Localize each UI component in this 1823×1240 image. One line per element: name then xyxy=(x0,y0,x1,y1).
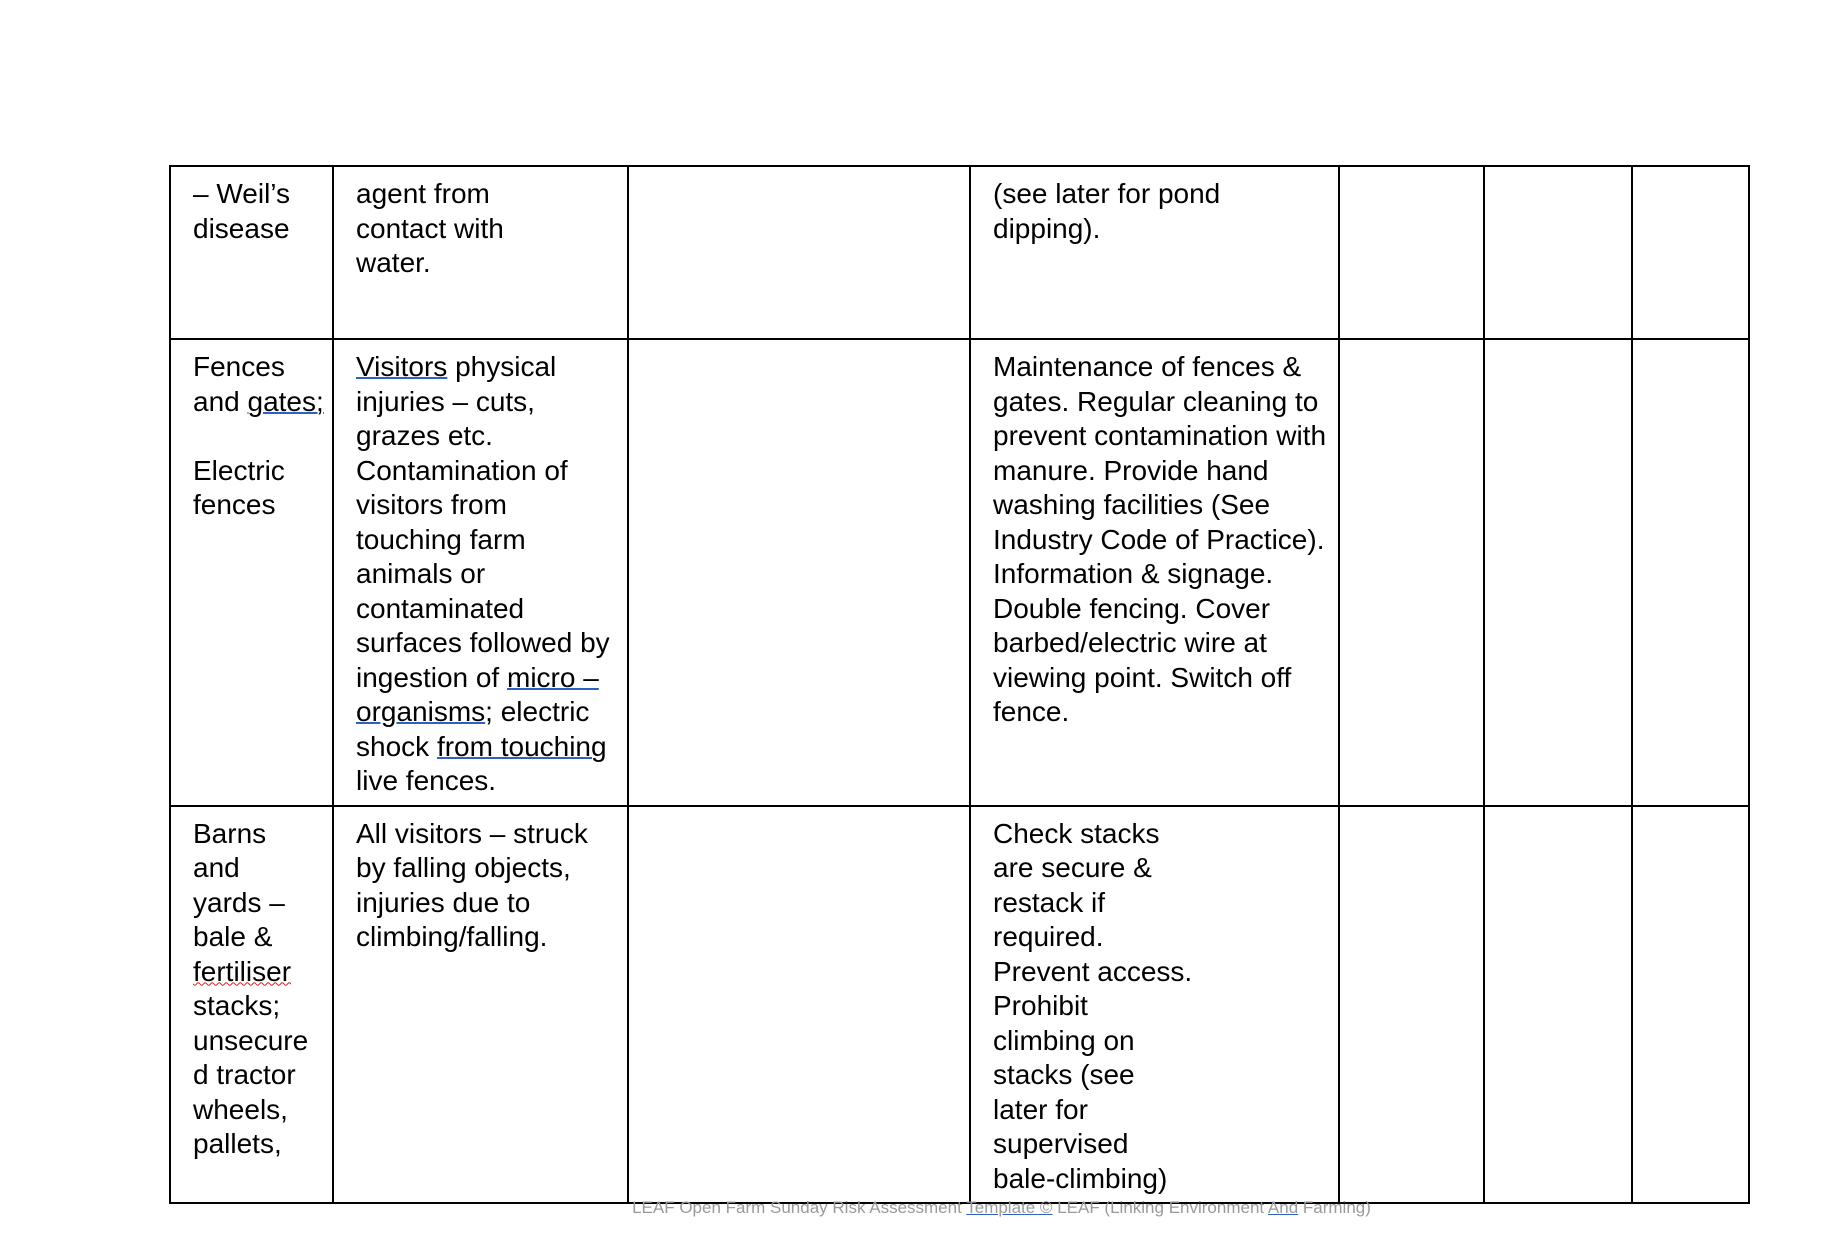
controls-line: restack if xyxy=(993,886,1106,918)
controls-line: viewing point. Switch off xyxy=(993,661,1292,693)
risk-line: animals or xyxy=(356,558,486,589)
empty-cell xyxy=(628,806,970,1204)
empty-cell xyxy=(1484,339,1632,806)
controls-line: Double fencing. Cover xyxy=(993,592,1271,624)
controls-line: gates. Regular cleaning to xyxy=(993,385,1319,417)
footer-flagged-text: And xyxy=(1267,1198,1299,1217)
grammar-flagged-text: organisms xyxy=(356,696,486,727)
controls-line: manure. Provide hand xyxy=(993,454,1269,486)
risk-line: live fences. xyxy=(356,765,497,796)
empty-cell xyxy=(1632,166,1749,339)
grammar-flagged-text: from touching xyxy=(436,730,607,762)
risk-line: contaminated xyxy=(356,592,525,624)
empty-cell xyxy=(628,166,970,339)
hazard-line: pallets, xyxy=(193,1128,282,1159)
hazard-cell xyxy=(170,166,333,339)
empty-cell xyxy=(1484,806,1632,1204)
risk-line: climbing/falling. xyxy=(356,921,548,952)
controls-line: barbed/electric wire at xyxy=(993,627,1267,658)
risk-line: water. xyxy=(356,247,431,278)
table-row xyxy=(170,339,1749,806)
footer-text: LEAF (Linking Environment xyxy=(1052,1198,1268,1217)
risk-line: injuries due to xyxy=(356,886,531,918)
risk-line: visitors from xyxy=(356,489,507,520)
hazard-line: Electric xyxy=(193,454,285,486)
spelling-flagged-text: fertiliser xyxy=(193,955,292,987)
risk-line: All visitors – struck xyxy=(356,817,588,849)
hazard-line: disease xyxy=(193,212,290,244)
hazard-line: Fences xyxy=(193,351,285,382)
table-row xyxy=(170,166,1749,339)
risk-line: contact with xyxy=(356,212,504,244)
risk-text: ; electric xyxy=(485,696,590,727)
empty-cell xyxy=(1632,339,1749,806)
hazard-cell xyxy=(170,339,333,806)
risk-cell xyxy=(333,806,628,1204)
footer-text: Farming) xyxy=(1298,1198,1371,1217)
controls-line: (see later for pond xyxy=(993,178,1221,209)
controls-line: later for xyxy=(993,1093,1088,1125)
risk-line: Contamination of xyxy=(356,454,568,486)
hazard-line: wheels, xyxy=(193,1093,288,1125)
risk-line: touching farm xyxy=(356,523,526,555)
risk-line xyxy=(356,661,619,696)
controls-line: bale-climbing) xyxy=(993,1162,1168,1194)
risk-text: physical xyxy=(447,351,557,382)
hazard-cell xyxy=(170,806,333,1204)
risk-line: agent from xyxy=(356,178,490,209)
controls-line: Maintenance of fences & xyxy=(993,351,1302,382)
controls-line: stacks (see xyxy=(993,1059,1135,1090)
risk-line: by falling objects, xyxy=(356,852,571,883)
hazard-line: – Weil’s xyxy=(193,178,291,209)
controls-line: prevent contamination with xyxy=(993,420,1327,451)
grammar-flagged-text: micro – xyxy=(507,661,599,693)
risk-cell xyxy=(333,166,628,339)
empty-cell xyxy=(1632,806,1749,1204)
hazard-line: d tractor xyxy=(193,1059,296,1090)
risk-text: ingestion of xyxy=(356,661,507,693)
risk-line: surfaces followed by xyxy=(356,627,610,658)
risk-line: injuries – cuts, xyxy=(356,385,535,417)
controls-line: Prohibit xyxy=(993,990,1088,1021)
hazard-line: stacks; xyxy=(193,990,281,1021)
blank-line xyxy=(193,419,324,454)
risk-line xyxy=(356,350,619,385)
empty-cell xyxy=(1339,806,1484,1204)
page-footer xyxy=(0,1198,1823,1218)
empty-cell xyxy=(1484,166,1632,339)
risk-line xyxy=(356,730,619,765)
controls-line: Prevent access. xyxy=(993,955,1193,987)
risk-assessment-table xyxy=(169,165,1750,1204)
controls-line: Information & signage. xyxy=(993,558,1274,589)
hazard-line: unsecure xyxy=(193,1024,309,1056)
controls-line: fence. xyxy=(993,696,1070,727)
hazard-line: yards – xyxy=(193,886,285,918)
hazard-line: bale & xyxy=(193,921,273,952)
risk-line: grazes etc. xyxy=(356,420,493,451)
controls-line: are secure & xyxy=(993,852,1152,883)
hazard-line xyxy=(193,955,324,990)
risk-text: shock xyxy=(356,730,437,762)
controls-cell xyxy=(970,166,1339,339)
controls-cell xyxy=(970,806,1339,1204)
controls-line: Check stacks xyxy=(993,817,1160,849)
hazard-line xyxy=(193,385,324,420)
grammar-flagged-text: Visitors xyxy=(356,351,448,382)
hazard-line: fences xyxy=(193,489,276,520)
risk-line xyxy=(356,695,619,730)
empty-cell xyxy=(628,339,970,806)
hazard-line: and xyxy=(193,852,240,883)
controls-line: supervised xyxy=(993,1128,1129,1159)
controls-line: Industry Code of Practice). xyxy=(993,523,1325,555)
controls-line: washing facilities (See xyxy=(993,489,1271,520)
controls-line: climbing on xyxy=(993,1024,1135,1056)
grammar-flagged-text: gates; xyxy=(247,385,324,417)
table-row xyxy=(170,806,1749,1204)
hazard-line: Barns xyxy=(193,817,267,849)
risk-cell xyxy=(333,339,628,806)
controls-cell xyxy=(970,339,1339,806)
controls-line: required. xyxy=(993,921,1104,952)
empty-cell xyxy=(1339,339,1484,806)
footer-text: LEAF Open Farm Sunday Risk Assessment xyxy=(632,1198,967,1217)
footer-flagged-text: Template © xyxy=(966,1198,1053,1217)
controls-line: dipping). xyxy=(993,212,1101,244)
hazard-text: and xyxy=(193,385,248,417)
empty-cell xyxy=(1339,166,1484,339)
